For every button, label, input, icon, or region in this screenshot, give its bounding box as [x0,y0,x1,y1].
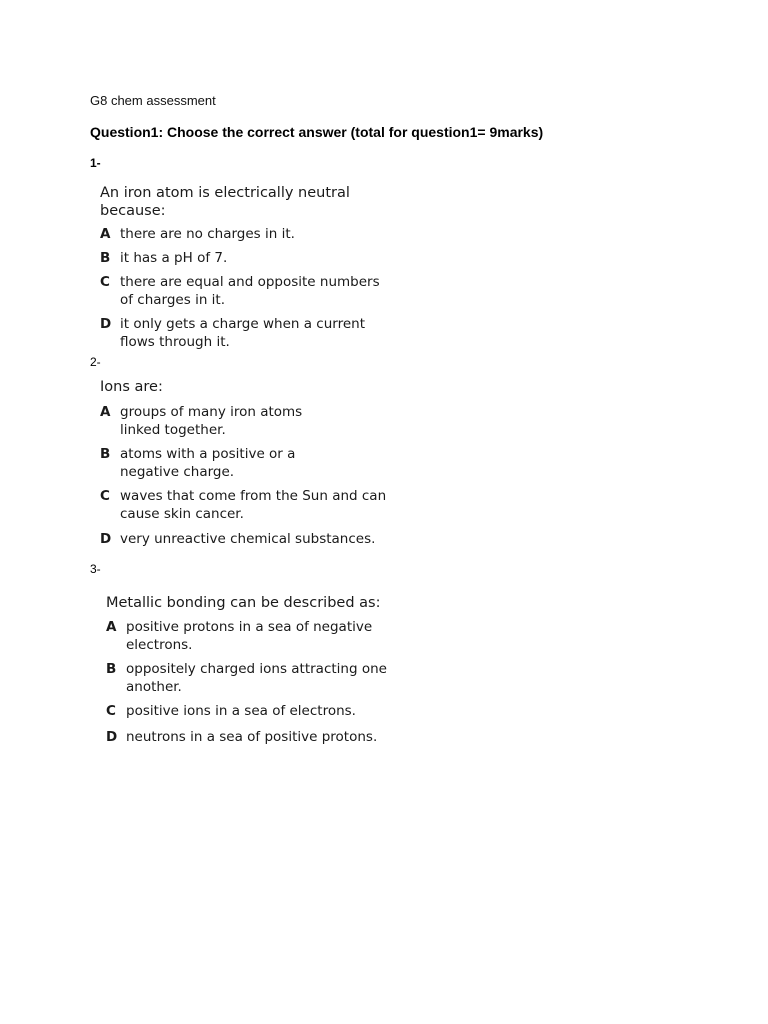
answer-option [100,226,400,244]
option-text: very unreactive chemical substances. [120,531,376,547]
question-number: 2- [90,355,101,369]
option-text: there are no charges in it. [120,226,295,242]
option-text: it has a pH of 7. [120,249,228,266]
answer-option [106,619,406,654]
option-letter: B [100,249,111,266]
option-letter: D [106,728,118,745]
option-letter: D [100,531,112,547]
option-letter: A [100,226,111,242]
option-letter: C [100,488,110,504]
question-number: 3- [90,562,101,576]
option-text-line: linked together. [120,421,226,438]
question-1 [100,184,400,351]
option-letter: B [100,446,111,462]
answer-option [100,404,400,439]
option-letter: C [100,274,110,290]
question-stem: Metallic bonding can be described as: [106,595,381,611]
option-text [120,404,400,439]
answer-option [106,661,406,696]
option-text-line: it only gets a charge when a current [120,316,365,332]
option-letter: D [100,316,112,332]
answer-option [100,446,400,481]
option-text: neutrons in a sea of positive protons. [126,728,378,745]
option-text-line: flows through it. [120,333,230,350]
option-text-line: there are equal and opposite numbers [120,274,380,290]
option-text-line: another. [126,678,182,695]
option-letter: A [106,619,117,635]
option-text [120,446,400,481]
section-heading: Question1: Choose the correct answer (total for question1= 9marks) [90,124,544,140]
option-text-line: oppositely charged ions attracting one [126,661,387,677]
option-text [120,488,400,523]
answer-option [100,531,400,549]
question-3 [106,594,406,746]
document-title: G8 chem assessment [90,93,216,108]
option-text: positive ions in a sea of electrons. [126,703,356,719]
answer-option [100,274,400,309]
answer-option [100,250,400,268]
option-letter: C [106,703,116,719]
question-stem: Ions are: [100,379,163,395]
option-letter: A [100,404,111,420]
option-text-line: waves that come from the Sun and can [120,488,387,504]
answer-option [106,703,406,721]
answer-option [100,316,400,351]
question-2 [100,378,400,549]
option-text-line: cause skin cancer. [120,505,244,522]
option-text [126,661,406,696]
option-text [120,274,400,309]
answer-option [106,729,406,747]
answer-option [100,488,400,523]
option-text [126,619,406,654]
question-number: 1- [90,156,101,170]
option-text-line: of charges in it. [120,291,226,308]
option-letter: B [106,661,117,677]
option-text-line: negative charge. [120,463,235,480]
option-text [120,316,400,351]
option-text-line: positive protons in a sea of negative [126,619,373,635]
option-text-line: groups of many iron atoms [120,404,303,420]
option-text-line: atoms with a positive or a [120,446,296,462]
option-text-line: electrons. [126,636,193,653]
question-stem: An iron atom is electrically neutral because: [100,185,350,219]
